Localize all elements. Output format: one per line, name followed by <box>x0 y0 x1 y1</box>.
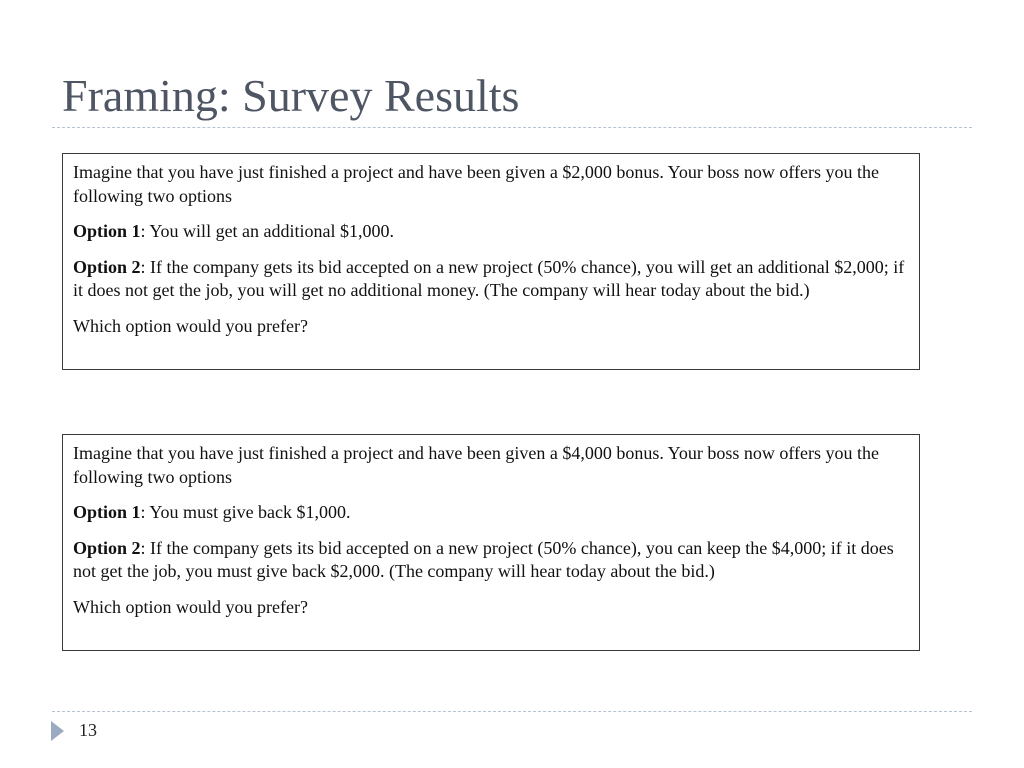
option-2-text: : If the company gets its bid accepted on a new project (50% chance), you can keep the $4,000; if it does not get the job, you must give back $2,000. (The company will hear today about the bid.) <box>73 537 894 581</box>
option-2 <box>73 256 909 303</box>
option-1 <box>73 501 909 525</box>
scenario-intro: Imagine that you have just finished a project and have been given a $2,000 bonus. Your boss now offers you the following two options <box>73 162 880 206</box>
title-divider <box>52 127 972 128</box>
option-2 <box>73 537 909 584</box>
scenario-box-loss <box>62 434 920 651</box>
scenario-question: Which option would you prefer? <box>73 596 308 617</box>
option-2-label: Option 2 <box>73 537 141 558</box>
page-number: 13 <box>79 720 97 740</box>
scenario-intro: Imagine that you have just finished a project and have been given a $4,000 bonus. Your boss now offers you the following two options <box>73 443 880 487</box>
option-2-text: : If the company gets its bid accepted on a new project (50% chance), you will get an additional $2,000; if it does not get the job, you will get no additional money. (The company will hear today about the bid.) <box>73 256 905 300</box>
option-1-text: : You must give back $1,000. <box>140 502 351 522</box>
option-1-label: Option 1 <box>73 502 141 522</box>
option-1-label: Option 1 <box>73 221 141 241</box>
footer-divider <box>52 711 972 712</box>
option-2-label: Option 2 <box>73 256 141 277</box>
option-1-text: : You will get an additional $1,000. <box>140 221 395 241</box>
triangle-bullet-icon <box>51 721 64 741</box>
option-1 <box>73 220 909 244</box>
slide-title: Framing: Survey Results <box>62 70 520 121</box>
scenario-box-gain <box>62 153 920 370</box>
scenario-question: Which option would you prefer? <box>73 315 308 336</box>
